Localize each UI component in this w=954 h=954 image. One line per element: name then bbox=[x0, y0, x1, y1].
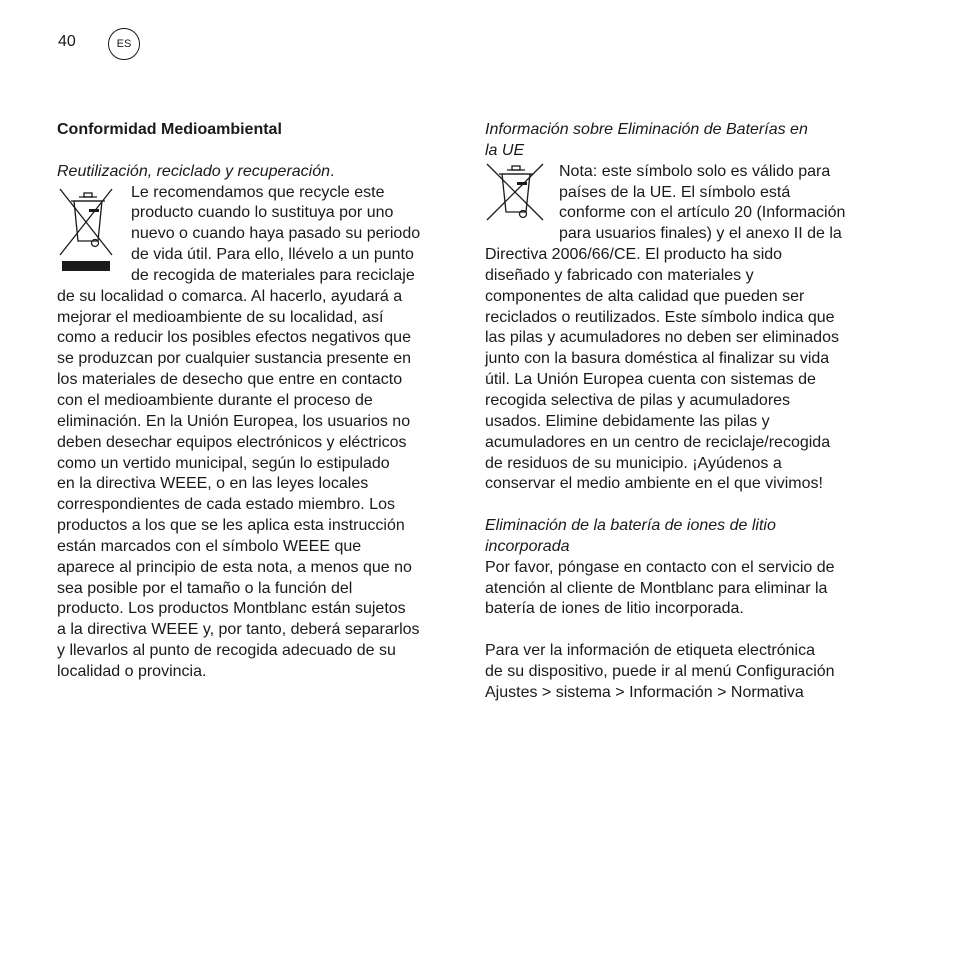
label-info-paragraph: Para ver la información de etiqueta electrónica de su dispositivo, puede ir al menú Configuración Ajustes > sistema > Información > Normativa bbox=[485, 642, 835, 701]
section-heading: Conformidad Medioambiental bbox=[57, 121, 282, 138]
left-column bbox=[57, 120, 462, 683]
weee-crossed-bin-with-bar-icon bbox=[57, 183, 131, 273]
body-paragraph: Directiva 2006/66/CE. El producto ha sido diseñado y fabricado con materiales y componentes de alta calidad que pueden ser reciclados o reutilizados. Este símbolo indica que las pilas y acumuladores no deben ser eliminados junto con la basura doméstica al finalizar su vida útil. La Unión Europea cuenta con sistemas de recogida selectiva de pilas y acumuladores usados. Elimine debidamente las pilas y acumuladores en un centro de reciclaje/recogida de residuos de su municipio. ¡Ayúdenos a conservar el medio ambiente en el que vivimos! bbox=[485, 246, 839, 493]
subheading-suffix: . bbox=[330, 162, 335, 180]
page-number: 40 bbox=[58, 33, 76, 50]
battery-heading: Información sobre Eliminación de Baterías en la UE bbox=[485, 121, 808, 159]
wrapped-paragraph: Nota: este símbolo solo es válido para países de la UE. El símbolo está conforme con el artículo 20 (Información para usuarios finales) y el anexo II de la bbox=[559, 162, 846, 243]
subheading-text: Reutilización, reciclado y recuperación bbox=[57, 162, 331, 180]
language-badge: ES bbox=[108, 28, 140, 60]
lithium-paragraph: Por favor, póngase en contacto con el servicio de atención al cliente de Montblanc para eliminar la batería de iones de litio incorporada. bbox=[485, 558, 835, 618]
right-column bbox=[485, 120, 890, 704]
body-paragraph: de su localidad o comarca. Al hacerlo, ayudará a mejorar el medioambiente de su localidad, así como a reducir los posibles efectos negativos que se produzcan por cualquier sustancia presente en los materiales de desecho que entre en contacto con el medioambiente durante el proceso de eliminación. En la Unión Europea, los usuarios no deben desechar equipos electrónicos y eléctricos como un vertido municipal, según lo estipulado en la directiva WEEE, o en las leyes locales correspondientes de cada estado miembro. Los productos a los que se les aplica esta instrucción están marcados con el símbolo WEEE que aparece al principio de esta nota, a menos que no sea posible por el tamaño o la función del producto. Los productos Montblanc están sujetos a la directiva WEEE y, por tanto, deberá separarlos y llevarlos al punto de recogida adecuado de su localidad o provincia. bbox=[57, 287, 420, 680]
wrapped-paragraph: Le recomendamos que recycle este producto cuando lo sustituya por uno nuevo o cuando haya pasado su periodo de vida útil. Para ello, llévelo a un punto de recogida de materiales para reciclaje bbox=[131, 183, 421, 284]
lithium-heading: Eliminación de la batería de iones de litio incorporada bbox=[485, 517, 776, 555]
subheading bbox=[57, 162, 462, 183]
weee-crossed-bin-icon bbox=[485, 162, 559, 226]
